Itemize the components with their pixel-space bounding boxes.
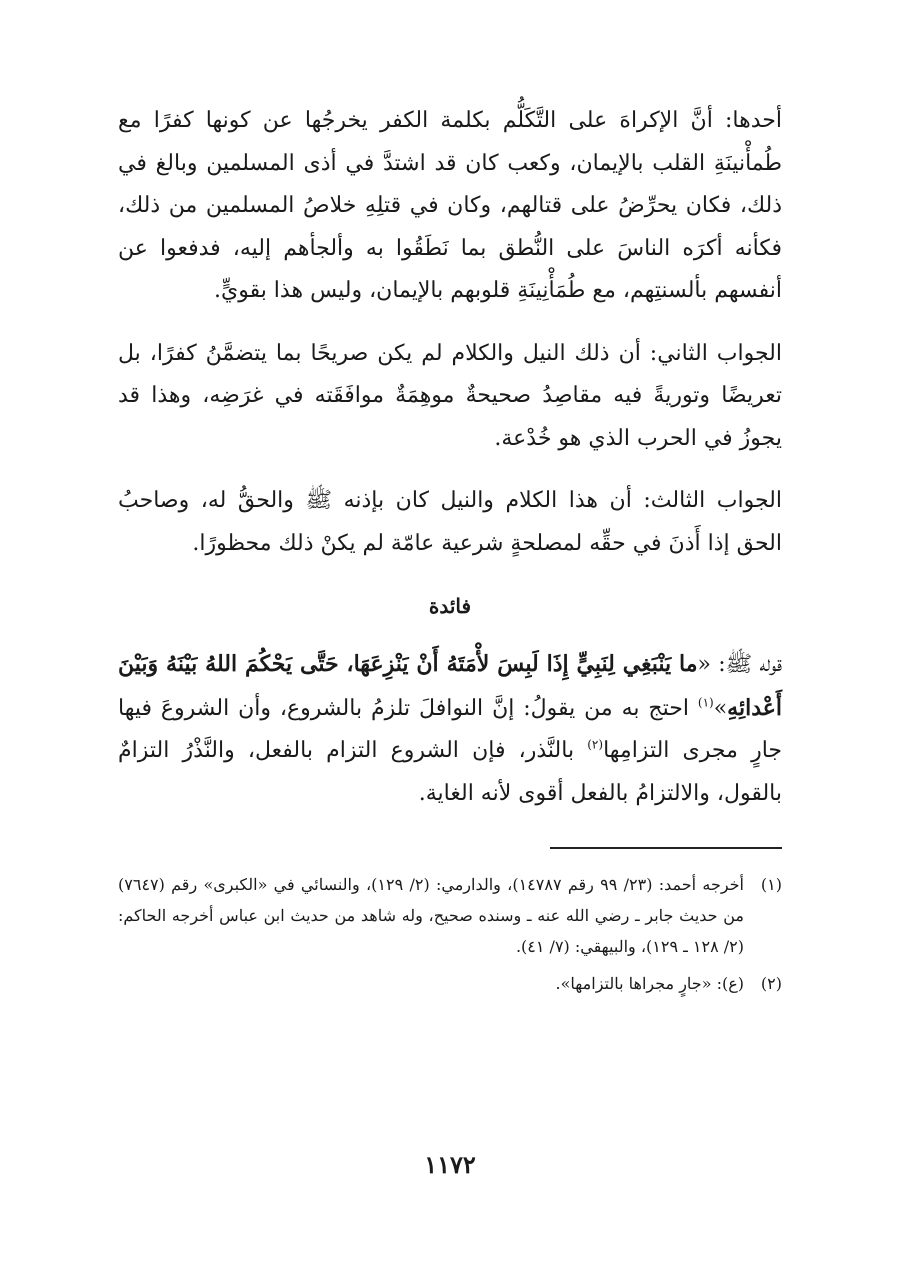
footnote-ref-2[interactable]: (٢)	[587, 737, 604, 752]
footnote-text: (ع): «جارٍ مجراها بالتزامها».	[555, 974, 744, 993]
p4-close-quote: »	[713, 695, 728, 721]
p4-intro: قوله ﷺ: «	[697, 652, 782, 677]
footnote-number: (٢)	[760, 974, 782, 993]
paragraph-4	[118, 643, 782, 815]
paragraph-1: أحدها: أنَّ الإكراهَ على التَّكَلُّم بكلمة الكفر يخرجُها عن كونها كفرًا مع طُمأْنينَةِ القلب بالإيمان، وكعب كان قد اشتدَّ في أذى المسلمين وبالغ في ذلك، فكان يحرِّضُ على قتالهم، وكان في قتلِهِ خلاصُ المسلمين من ذلك، فكأنه أكرَه الناسَ على النُّطق بما نَطَقُوا به وألجأهم إليه، فدفعوا عن أنفسهم بألسنتِهم، مع طُمَأْنِينَةِ قلوبهم بالإيمان، وليس هذا بقويٍّ.	[118, 108, 782, 303]
paragraph-3: الجواب الثالث: أن هذا الكلام والنيل كان بإذنه ﷺ والحقُّ له، وصاحبُ الحق إذا أَذنَ في حقِّه لمصلحةٍ شرعية عامّة لم يكنْ ذلك محظورًا.	[118, 488, 782, 556]
paragraph-2: الجواب الثاني: أن ذلك النيل والكلام لم يكن صريحًا بما يتضمَّنُ كفرًا، بل تعريضًا وتوريةً فيه مقاصِدُ صحيحةٌ موهِمَةٌ موافَقَته في غرَضِه، وهذا قد يجوزُ في الحرب الذي هو خُدْعة.	[118, 340, 782, 451]
page-body	[118, 100, 782, 1005]
footnote-divider	[550, 847, 782, 849]
section-heading: فائدة	[428, 594, 472, 618]
footnote-number: (١)	[760, 875, 782, 894]
page-number: ١١٧٢	[424, 1150, 476, 1179]
footnote-text: أخرجه أحمد: (٢٣/ ٩٩ رقم ١٤٧٨٧)، والدارمي: (٢/ ١٢٩)، والنسائي في «الكبرى» رقم (٧٦٤٧) من حديث جابر ـ رضي الله عنه ـ وسنده صحيح، وله شاهد من حديث ابن عباس أخرجه الحاكم: (٢/ ١٢٨ ـ ١٢٩)، والبيهقي: (٧/ ٤١).	[118, 875, 744, 956]
p4-mid: احتج به من يقولُ: إنَّ النوافلَ تلزمُ بالشروع، وأن الشروعَ فيها جارٍ مجرى التزامِها	[118, 695, 782, 763]
footnote-ref-1[interactable]: (١)	[697, 695, 714, 710]
footnote-2	[118, 968, 782, 999]
p4-end: بالنَّذر، فإن الشروع التزام بالفعل، والنَّذْرُ التزامٌ بالقول، والالتزامُ بالفعل أقوى لأنه الغاية.	[118, 738, 782, 806]
footnote-1	[118, 869, 782, 962]
hadith-text: ما يَنْبَغِي لِنَبِيٍّ إِذَا لَبِسَ لأْمَتَهُ أَنْ يَنْزِعَهَا، حَتَّى يَحْكُمَ اللهُ بَيْنَهُ وَبَيْنَ أَعْدائِهِ	[118, 651, 782, 721]
